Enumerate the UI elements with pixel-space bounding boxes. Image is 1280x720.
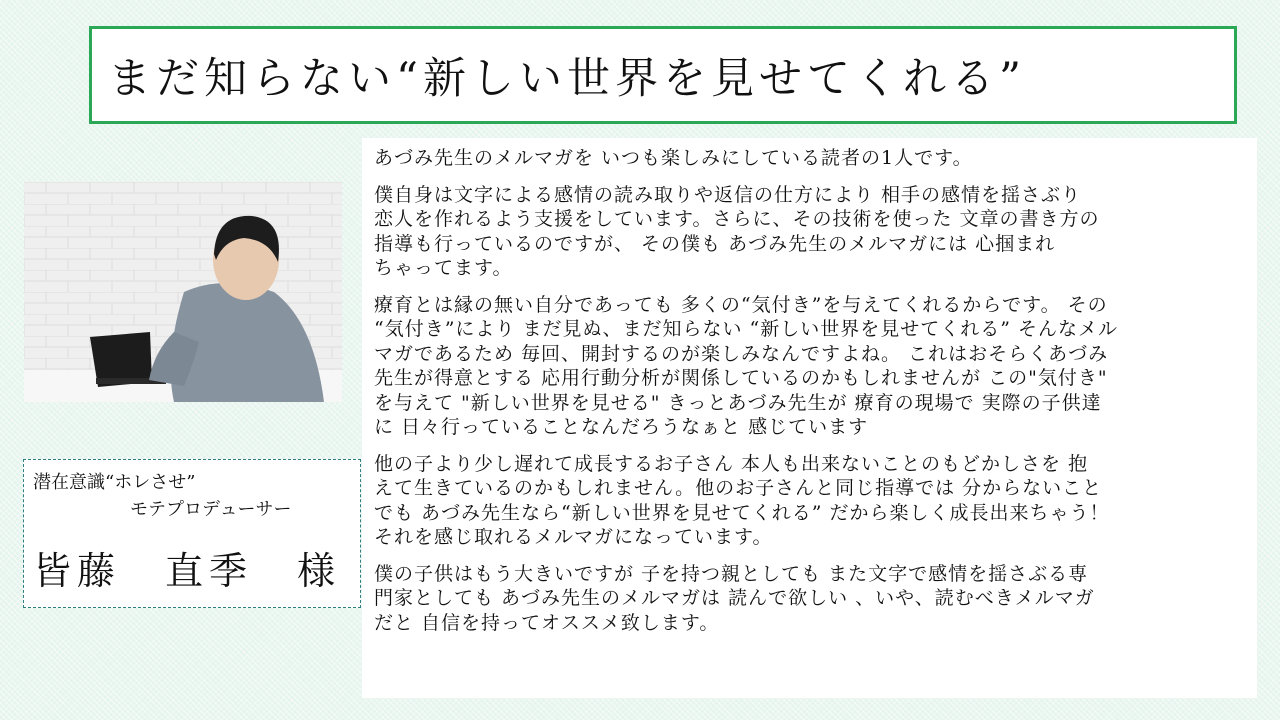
text-line: 僕の子供はもう大きいですが 子を持つ親としても また文字で感情を揺さぶる専 [374, 562, 1089, 585]
role-subtitle: モテプロデューサー [130, 499, 292, 520]
text-line: ちゃってます。 [374, 257, 513, 279]
text-line: マガであるため 毎回、開封するのが楽しみなんですよね。 これはおそらくあづみ [374, 342, 1109, 365]
text-line: あづみ先生のメルマガを いつも楽しみにしている読者の1人です。 [374, 147, 973, 169]
role-title: 潜在意識“ホレさせ” [33, 472, 196, 493]
text-line: えて生きているのかもしれません。他のお子さんと同じ指導では 分からないこと [374, 477, 1103, 499]
profile-photo [24, 182, 342, 402]
text-line: 療育とは縁の無い自分であっても 多くの“気付き”を与えてくれるからです。 その [374, 293, 1108, 316]
text-line: を与えて "新しい世界を見せる" きっとあづみ先生が 療育の現場で 実際の子供達 [374, 391, 1102, 414]
text-line: “気付き”により まだ見ぬ、まだ知らない “新しい世界を見せてくれる” そんなメル [374, 318, 1118, 340]
text-line: それを感じ取れるメルマガになっています。 [374, 526, 773, 548]
profile-card [23, 459, 361, 608]
page-title: まだ知らない“新しい世界を見せてくれる” [108, 53, 1026, 104]
paragraph-self-intro [374, 183, 1247, 281]
text-line: 他の子より少し遅れて成長するお子さん 本人も出来ないことのもどかしさを 抱 [374, 452, 1089, 475]
photo-illustration [24, 182, 342, 402]
text-line: に 日々行っていることなんだろうなぁと 感じています [374, 416, 869, 438]
text-line: だと 自信を持ってオススメ致します。 [374, 611, 720, 634]
testimonial-text-panel [362, 138, 1257, 698]
paragraph-recommendation [374, 562, 1247, 636]
text-line: 指導も行っているのですが、 その僕も あづみ先生のメルマガには 心掴まれ [374, 232, 1056, 255]
text-line: でも あづみ先生なら“新しい世界を見せてくれる” だから楽しく成長出来ちゃう！ [374, 501, 1110, 524]
paragraph-reason [374, 293, 1247, 440]
text-line: 門家としても あづみ先生のメルマガは 読んで欲しい 、いや、読むべきメルマガ [374, 587, 1095, 609]
person-name: 皆藤 直季 様 [33, 549, 342, 593]
paragraph-children [374, 452, 1247, 550]
text-line: 僕自身は文字による感情の読み取りや返信の仕方により 相手の感情を揺さぶり [374, 183, 1082, 206]
title-box [89, 26, 1237, 124]
text-line: 先生が得意とする 応用行動分析が関係しているのかもしれませんが この"気付き" [374, 367, 1108, 389]
text-line: 恋人を作れるよう支援をしています。さらに、その技術を使った 文章の書き方の [374, 208, 1100, 230]
paragraph-intro [374, 146, 1247, 171]
